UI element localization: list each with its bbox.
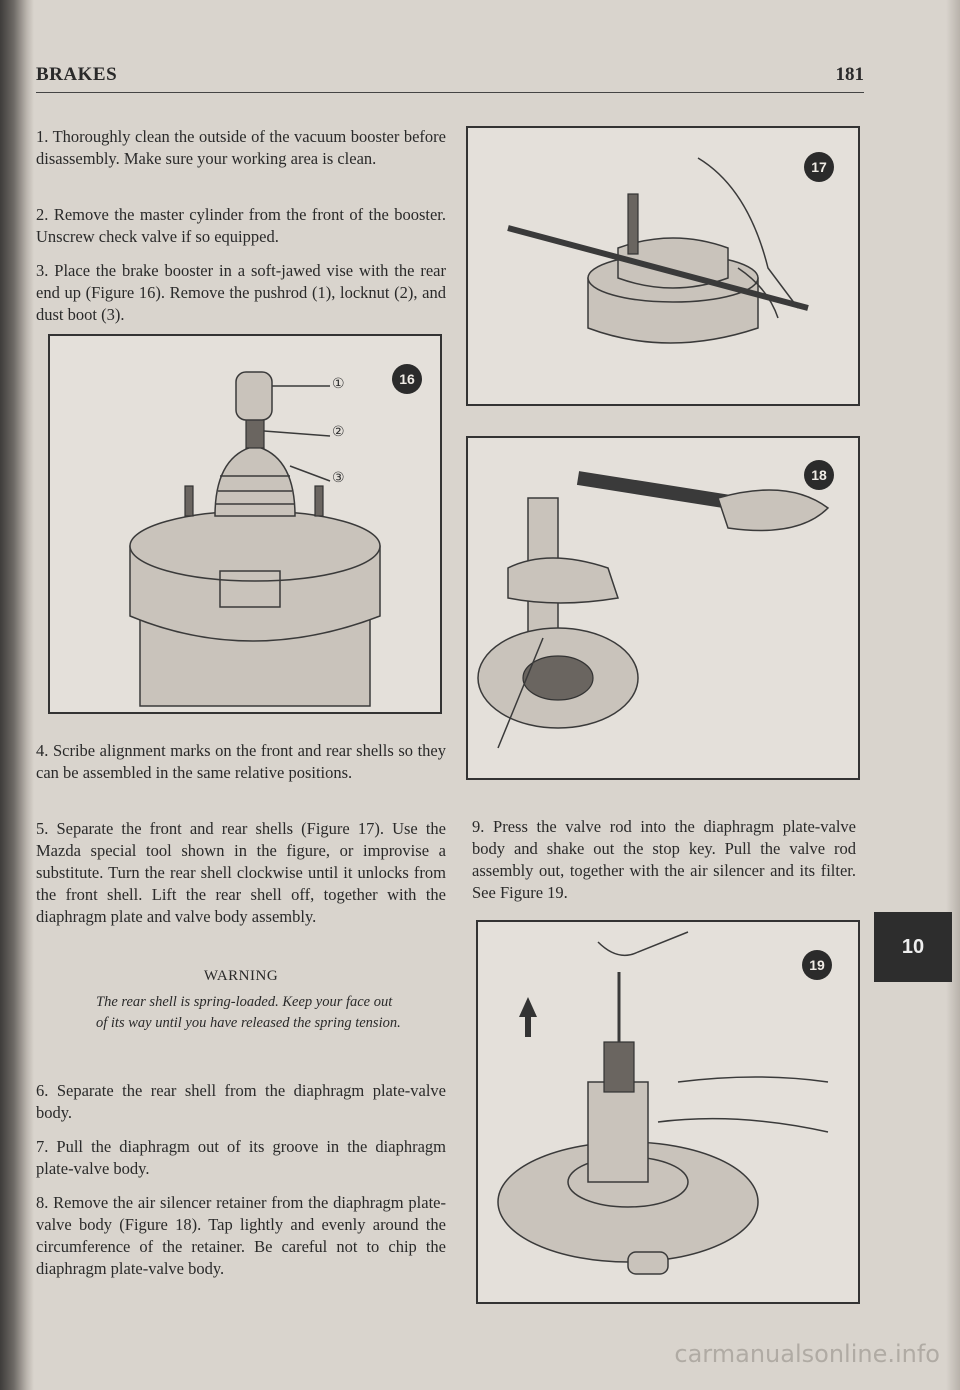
vacuum-booster-illustration	[50, 336, 440, 712]
shell-separation-illustration	[468, 128, 858, 404]
step-6: 6. Separate the rear shell from the diaphragm plate-valve body.	[36, 1081, 446, 1122]
warning-text: The rear shell is spring-loaded. Keep your face out of its way until you have released the spring tension.	[96, 994, 401, 1031]
figure-16-number: 16	[392, 364, 422, 394]
retainer-removal-illustration	[468, 438, 858, 778]
figure-17-number: 17	[804, 152, 834, 182]
figure-18	[466, 436, 860, 780]
watermark: carmanualsonline.info	[674, 1340, 940, 1368]
callout-2: ②	[332, 424, 345, 440]
figure-19-number: 19	[802, 950, 832, 980]
step-2: 2. Remove the master cylinder from the front of the booster. Unscrew check valve if so equipped.	[36, 205, 446, 246]
figure-19	[476, 920, 860, 1304]
book-binding-shadow	[0, 0, 34, 1390]
callout-1: ①	[332, 376, 345, 392]
step-1: 1. Thoroughly clean the outside of the vacuum booster before disassembly. Make sure your working area is clean.	[36, 127, 446, 168]
page-number: 181	[835, 64, 864, 85]
section-title: BRAKES	[36, 64, 118, 85]
step-8: 8. Remove the air silencer retainer from the diaphragm plate-valve body (Figure 18). Tap lightly and evenly around the circumference of the retainer. Be careful not to chip the diaphragm plate-valve body.	[36, 1193, 446, 1278]
step-7: 7. Pull the diaphragm out of its groove in the diaphragm plate-valve body.	[36, 1137, 446, 1178]
figure-16	[48, 334, 442, 714]
page-edge-shadow	[946, 0, 960, 1390]
step-9: 9. Press the valve rod into the diaphragm plate-valve body and shake out the stop key. Pull the valve rod assembly out, together with the air silencer and its filter. See Figure 19.	[472, 817, 856, 902]
step-4: 4. Scribe alignment marks on the front and rear shells so they can be assembled in the same relative positions.	[36, 741, 446, 782]
figure-18-number: 18	[804, 460, 834, 490]
step-5: 5. Separate the front and rear shells (Figure 17). Use the Mazda special tool shown in the figure, or improvise a substitute. Turn the rear shell clockwise until it unlocks from the front shell. Lift the rear shell off, together with the diaphragm plate and valve body assembly.	[36, 819, 446, 926]
chapter-tab: 10	[874, 912, 952, 982]
figure-17	[466, 126, 860, 406]
callout-3: ③	[332, 470, 345, 486]
page-header	[36, 64, 864, 90]
header-rule	[36, 92, 864, 93]
step-3: 3. Place the brake booster in a soft-jawed vise with the rear end up (Figure 16). Remove the pushrod (1), locknut (2), and dust boot (3).	[36, 261, 446, 324]
warning-title: WARNING	[203, 968, 279, 984]
valve-rod-removal-illustration	[478, 922, 858, 1302]
